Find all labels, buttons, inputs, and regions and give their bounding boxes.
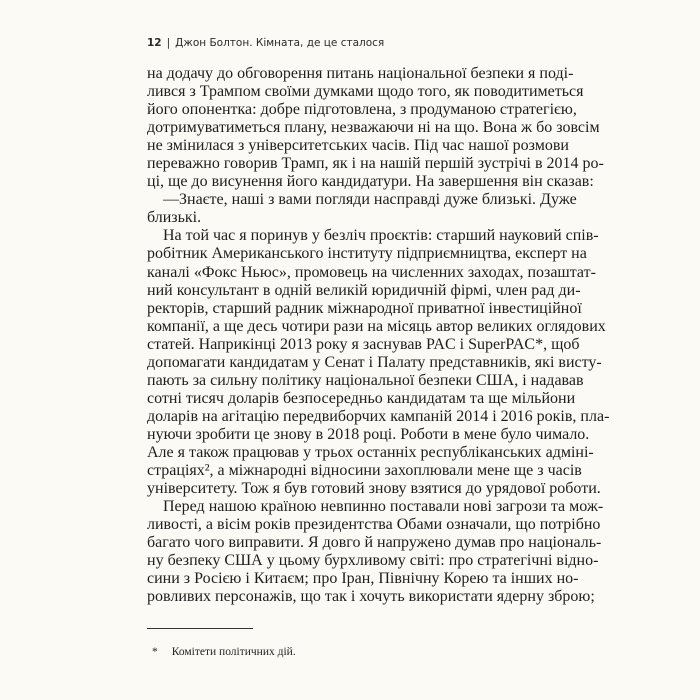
text-line: робітник Американського інституту підприємництва, експерт на [147, 245, 587, 263]
footnote-text: Комітети політичних дій. [171, 646, 296, 658]
header-separator: | [166, 37, 171, 49]
text-line: дотримуватиметься плану, незважаючи ні на що. Вона ж бо зовсім [147, 119, 600, 137]
footnote [152, 646, 296, 658]
text-line: На той час я поринув у безліч проєктів: старший науковий спів- [163, 227, 599, 245]
page-number: 12 [147, 37, 162, 49]
book-title: Джон Болтон. Кімната, де це сталося [175, 37, 385, 49]
text-line: каналі «Фокс Ньюс», промовець на численних заходах, позаштат- [147, 263, 596, 281]
body-text [147, 65, 610, 606]
text-line: ректорів, старший радник міжнародної приватної інвестиційної [147, 299, 582, 317]
paragraph [147, 498, 604, 606]
text-line: доларів на агітацію передвиборчих кампаній 2014 і 2016 років, пла- [147, 407, 610, 425]
text-line: ці, ще до висунення його кандидатури. На завершення він сказав: [147, 173, 594, 191]
paragraph [147, 65, 604, 191]
text-line: допомагати кандидатам у Сенат і Палату представників, які висту- [147, 353, 602, 371]
text-line: університету. Тож я був готовий знову взятися до урядової роботи. [147, 480, 601, 498]
footnote-divider [147, 628, 253, 629]
text-line: на додачу до обговорення питань національної безпеки я поді- [147, 65, 574, 82]
text-line: сотні тисяч доларів безпосередньо кандидатам та ще мільйони [147, 389, 576, 407]
text-line: переважно говорив Трамп, як і на нашій першій зустрічі в 2014 ро- [147, 155, 604, 173]
text-line: ровливих персонажів, що так і хочуть використати ядерну зброю; [147, 588, 595, 606]
text-line: ну безпеку США у цьому бурхливому світі: про стратегічні відно- [147, 552, 599, 570]
text-line: не змінилася з університетських часів. Під час нашої розмови [147, 137, 569, 155]
text-line: його опонентка: добре підготовлена, з продуманою стратегією, [147, 101, 577, 119]
text-line: компанії, а ще десь чотири рази на місяць автор великих оглядових [147, 317, 606, 335]
text-line: Але я також працював у трьох останніх республіканських адміні- [147, 443, 594, 461]
text-line: багато чого виправити. Я довго й напружено думав про національ- [147, 534, 602, 552]
text-line: —Знаєте, наші з вами погляди насправді дуже близькі. Дуже [163, 191, 577, 209]
paragraph [147, 227, 610, 498]
running-header [147, 37, 384, 49]
text-line: статей. Наприкінці 2013 року я заснував PAC і SuperPAC*, щоб [147, 335, 580, 353]
text-line: пають за сильну політику національної безпеки США, і надавав [147, 371, 584, 389]
text-line: лився з Трампом своїми думками щодо того, як поводитиметься [147, 83, 584, 101]
text-line: ний консультант в одній великій юридичній фірмі, член рад ди- [147, 281, 581, 299]
text-line: нуючи зробити це знову в 2018 році. Роботи в мене було чимало. [147, 425, 590, 443]
text-line: ливості, а вісім років президентства Обами означали, що потрібно [147, 516, 601, 534]
footnote-mark: * [152, 646, 158, 658]
text-line: Перед нашою країною невпинно поставали нові загрози та мож- [163, 498, 604, 516]
text-line: близькі. [147, 209, 202, 227]
text-line: сини з Росією і Китаєм; про Іран, Північну Корею та інших но- [147, 570, 579, 588]
paragraph [147, 191, 577, 227]
text-line: страціях², а міжнародні відносини захоплювали мене ще з часів [147, 462, 582, 480]
